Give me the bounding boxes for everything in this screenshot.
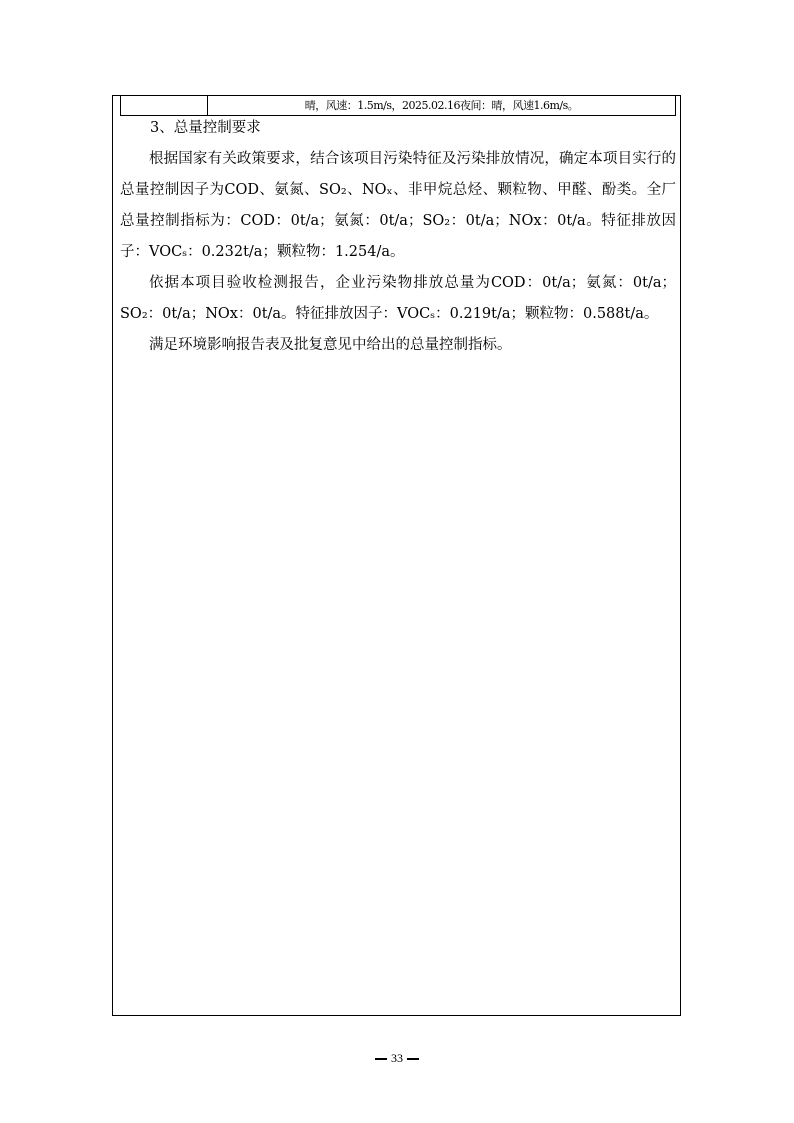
weather-text: 晴，风速：1.5m/s，2025.02.16夜间：晴，风速1.6m/s。 xyxy=(304,99,579,112)
page-number-dash-right xyxy=(407,1058,419,1060)
section-content xyxy=(120,113,676,361)
paragraph-control-factors: 根据国家有关政策要求，结合该项目污染特征及污染排放情况，确定本项目实行的总量控制因子为COD、氨氮、SO₂、NOₓ、非甲烷总烃、颗粒物、甲醛、酚类。全厂总量控制指标为：COD：0t/a；氨氮：0t/a；SO₂：0t/a；NOx：0t/a。特征排放因子：VOCₛ：0.232t/a；颗粒物：1.254/a。 xyxy=(120,151,676,260)
page-number-dash-left xyxy=(375,1058,387,1060)
page-number-text: 33 xyxy=(391,1051,403,1065)
paragraph-conclusion: 满足环境影响报告表及批复意见中给出的总量控制指标。 xyxy=(149,337,512,353)
paragraph-measured-totals: 依据本项目验收检测报告，企业污染物排放总量为COD：0t/a；氨氮：0t/a；SO₂：0t/a；NOx：0t/a。特征排放因子：VOCₛ：0.219t/a；颗粒物：0.588t/a。 xyxy=(120,275,676,322)
page-number xyxy=(0,1051,794,1066)
section-heading: 3、总量控制要求 xyxy=(150,120,261,136)
